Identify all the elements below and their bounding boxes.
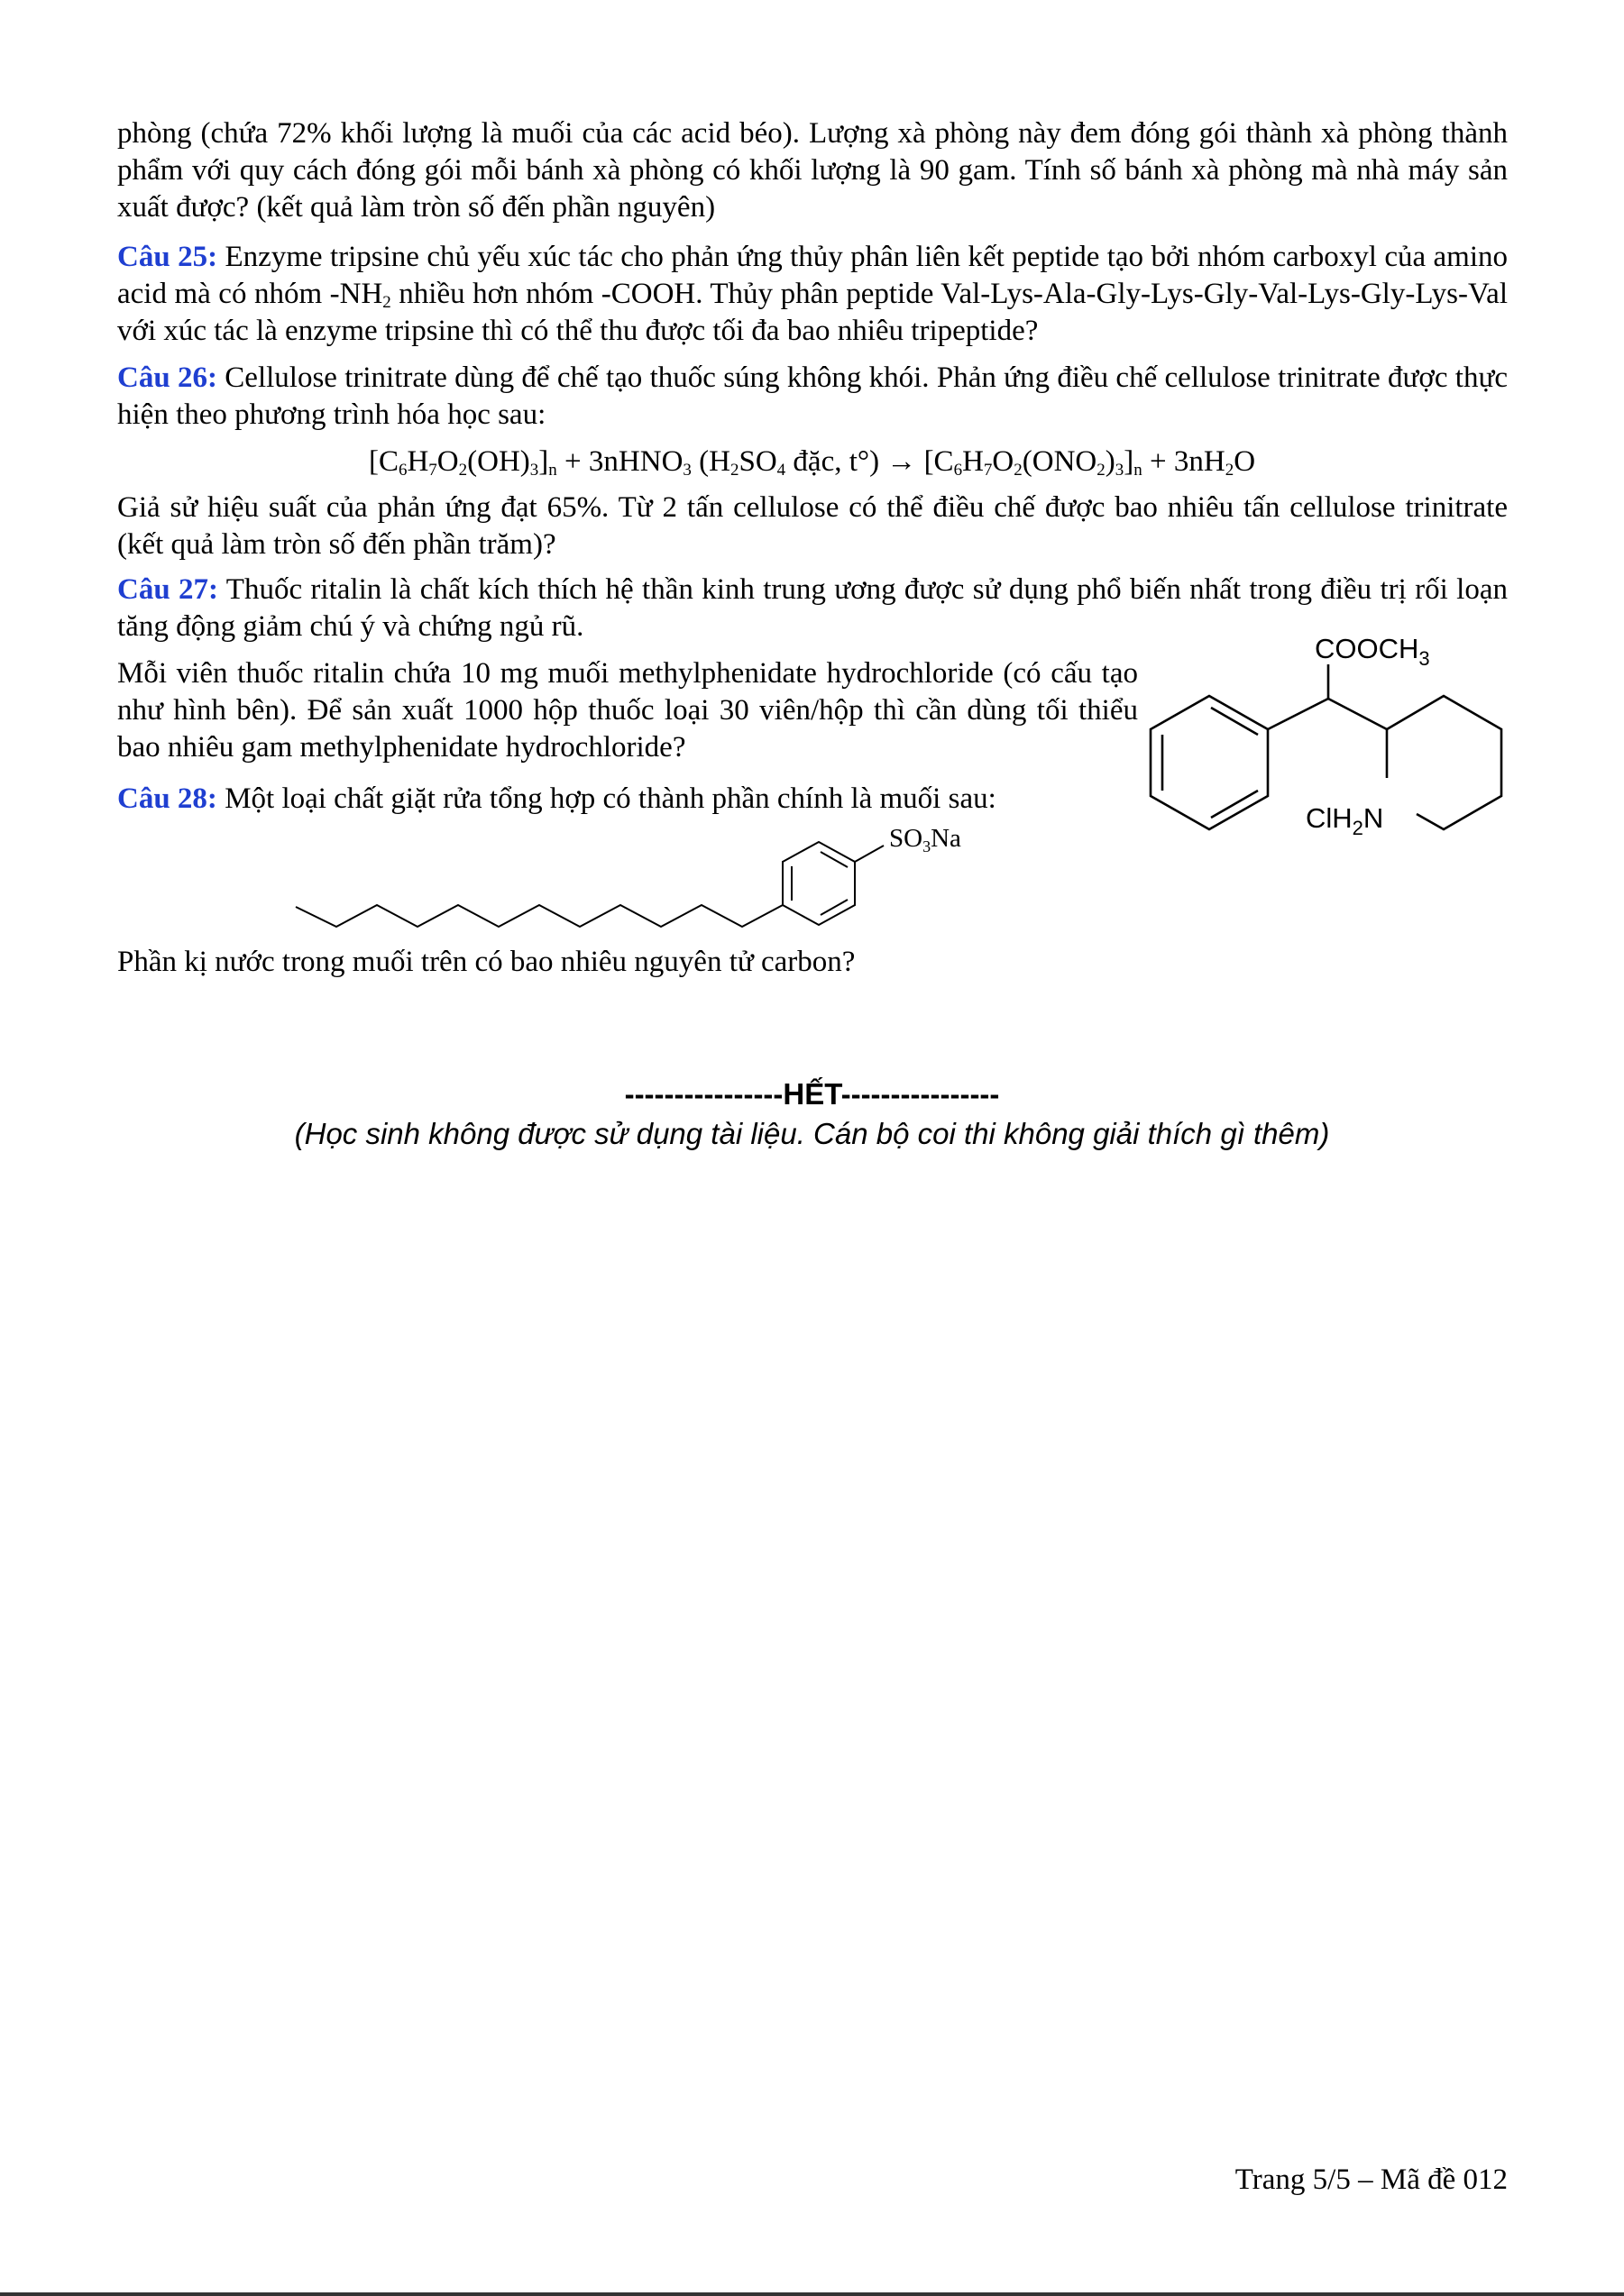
carboxylate-label: $COOCH_3$ (1315, 633, 1430, 670)
page-footer: Trang 5/5 – Mã đề 012 (1234, 2163, 1508, 2196)
question-26-label: Câu 26: (117, 361, 217, 394)
question-28 (117, 781, 1508, 818)
chemical-equation: $[C_6H_7O_2(OH)_3]_n$ + 3nHNO$_3$ ($H_2SO_4$ đặc, $t^\circ) \to [C_6H_7O_2(ONO_2)_3]_n + 3nH_2O$ (368, 445, 1256, 480)
question-28-text-2: Phần kị nước trong muối trên có bao nhiêu nguyên tử carbon? (117, 946, 856, 978)
question-27-text: Thuốc ritalin là chất kích thích hệ thần kinh trung ương được sử dụng phổ biến nhất trong điều trị rối loạn tăng động giảm chú ý và chứng ngủ rũ. (117, 573, 1508, 643)
question-28-text: Một loại chất giặt rửa tổng hợp có thành phần chính là muối sau: (216, 782, 996, 815)
end-note: (Học sinh không được sử dụng tài liệu. Cán bộ coi thi không giải thích gì thêm) (294, 1117, 1330, 1150)
methylphenidate-structure (1132, 627, 1519, 870)
amine-label: ClH$_2$N (1306, 802, 1384, 839)
question-25-text-a: Enzyme tripsine chủ yếu xúc tác cho phản ứng thủy phân liên kết peptide tạo bởi nhóm carboxyl của amino acid mà có nhóm -NH (117, 241, 1508, 310)
question-26 (117, 360, 1508, 434)
question-27-label: Câu 27: (117, 573, 219, 606)
intro-paragraph: phòng (chứa 72% khối lượng là muối của các acid béo). Lượng xà phòng này đem đóng gói thành xà phòng thành phẩm với quy cách đóng gói mỗi bánh xà phòng có khối lượng là 90 gam. Tính số bánh xà phòng mà nhà máy sản xuất được? (kết quả làm tròn số đến phần nguyên) (117, 117, 1508, 224)
question-25-sub: 2 (382, 293, 391, 312)
bottom-border (0, 2292, 1624, 2296)
question-27-text-2: Mỗi viên thuốc ritalin chứa 10 mg muối methylphenidate hydrochloride (có cấu tạo như hình bên). Để sản xuất 1000 hộp thuốc loại 30 viên/hộp thì cần dùng tối thiểu bao nhiêu gam methylphenidate hydrochloride? (117, 657, 1138, 764)
sulfonate-label: $SO_3Na$ (889, 824, 961, 855)
sulfonate-structure (287, 817, 999, 943)
question-25-text-b: nhiều hơn nhóm -COOH. Thủy phân peptide Val-Lys-Ala-Gly-Lys-Gly-Val-Lys-Gly-Lys-Val với xúc tác là enzyme tripsine thì có thể thu được tối đa bao nhiêu tripeptide? (117, 278, 1508, 347)
question-26-text: Cellulose trinitrate dùng để chế tạo thuốc súng không khói. Phản ứng điều chế cellulose trinitrate được thực hiện theo phương trình hóa học sau: (117, 361, 1508, 431)
sulfonate-benzene-ring (783, 842, 855, 925)
alkyl-chain (296, 905, 783, 927)
end-title: ----------------HẾT---------------- (624, 1077, 1000, 1111)
question-26-text-2: Giả sử hiệu suất của phản ứng đạt 65%. Từ 2 tấn cellulose có thể điều chế được bao nhiêu tấn cellulose trinitrate (kết quả làm tròn số đến phần trăm)? (117, 491, 1508, 561)
question-25-label: Câu 25: (117, 241, 218, 273)
question-25 (117, 239, 1508, 350)
question-28-label: Câu 28: (117, 782, 217, 815)
